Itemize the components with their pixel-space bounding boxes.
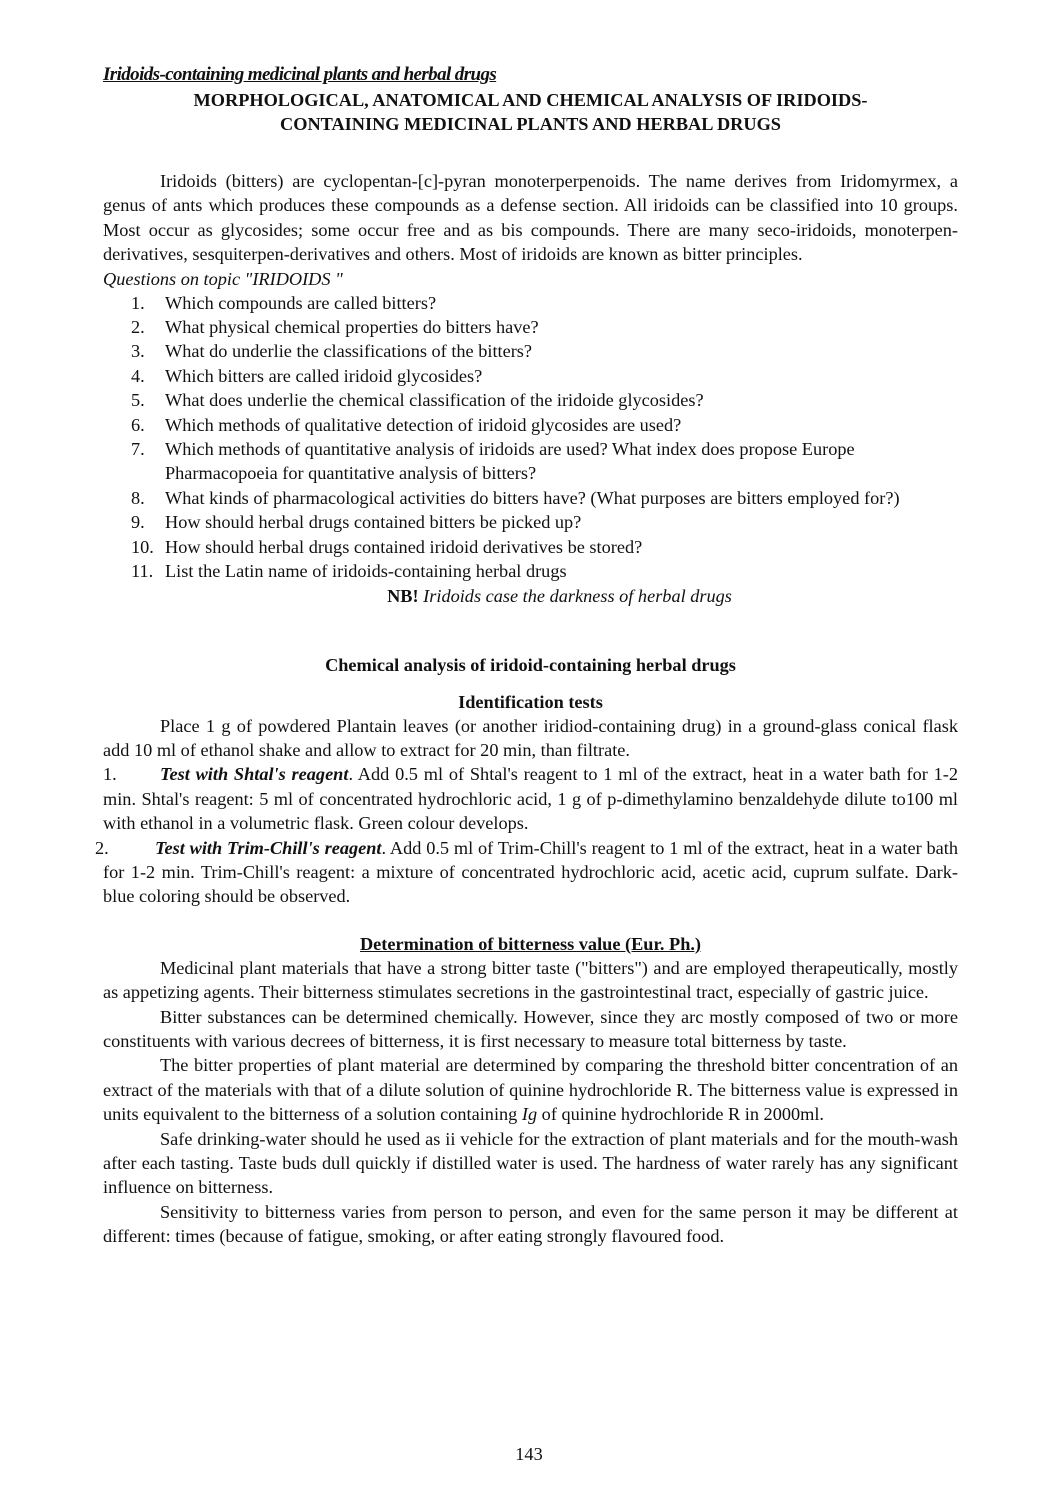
question-text: What do underlie the classifications of the bitters?: [165, 341, 533, 362]
test-text: . Add 0.5 ml of Trim-Chill's reagent to 1 ml of the extract, heat in a water bath for 1-2 min. Trim-Chill's reagent: a mixture of concentrated hydrochloric acid, acetic acid, cuprum sulfate. Dark-blue coloring should be observed.: [103, 837, 958, 907]
threshold-text-end: of quinine hydrochloride R in 2000ml.: [537, 1104, 824, 1125]
question-number: 5.: [131, 390, 145, 411]
question-text: What does underlie the chemical classification of the iridoide glycosides?: [165, 390, 704, 411]
test-item: [103, 762, 958, 835]
intro-paragraph: Iridoids (bitters) are cyclopentan-[c]-pyran monoterperpenoids. The name derives from Iridomyrmex, a genus of ants which produces these compounds as a defense section. All iridoids can be classified into 10 groups. Most occur as glycosides; some occur free and as bis compounds. There are many seco-iridoids, monoterpen-derivatives, sesquiterpen-derivatives and others. Most of iridoids are known as bitter principles.: [103, 171, 958, 265]
main-title: [103, 88, 958, 136]
threshold-unit: Ig: [521, 1104, 538, 1125]
question-number: 3.: [131, 341, 145, 362]
question-text: List the Latin name of iridoids-containing herbal drugs: [165, 561, 567, 582]
body-paragraph: Bitter substances can be determined chemically. However, since they arc mostly composed of two or more constituents with various decrees of bitterness, it is first necessary to measure total bitterness by taste.: [103, 1006, 958, 1051]
section-title-bitterness: Determination of bitterness value (Eur. Ph.): [359, 933, 702, 954]
question-number: 7.: [131, 439, 145, 460]
question-text: Which compounds are called bitters?: [165, 292, 437, 313]
body-paragraph: Medicinal plant materials that have a strong bitter taste ("bitters") and are employed therapeutically, mostly as appetizing agents. Their bitterness stimulates secretions in the gastrointestinal tract, especially of gastric juice.: [103, 957, 958, 1003]
question-item: [103, 291, 958, 315]
nb-text: Iridoids case the darkness of herbal drugs: [423, 585, 732, 606]
question-item: [103, 315, 958, 339]
question-text: How should herbal drugs contained iridoid derivatives be stored?: [165, 536, 643, 557]
question-number: 9.: [131, 512, 145, 533]
question-number: 10.: [131, 536, 154, 557]
test-name: Test with Shtal's reagent: [160, 764, 349, 785]
question-number: 1.: [131, 292, 145, 313]
test-name: Test with Trim-Chill's reagent: [155, 837, 382, 858]
main-title-line1: MORPHOLOGICAL, ANATOMICAL AND CHEMICAL ANALYSIS OF IRIDOIDS-: [193, 90, 868, 110]
question-text: How should herbal drugs contained bitters be picked up?: [165, 512, 582, 533]
question-item: [103, 413, 958, 437]
test-number: 2.: [95, 837, 109, 858]
question-number: 2.: [131, 317, 145, 338]
question-item: [103, 486, 958, 510]
question-text: Which methods of qualitative detection of iridoid glycosides are used?: [165, 414, 682, 435]
identification-intro: Place 1 g of powdered Plantain leaves (or another iridiod-containing drug) in a ground-glass conical flask add 10 ml of ethanol shake and allow to extract for 20 min, than filtrate.: [103, 715, 958, 760]
sensitivity-paragraph: Sensitivity to bitterness varies from person to person, and even for the same person it may be different at different: times (because of fatigue, smoking, or after eating strongly flavoured food.: [103, 1201, 958, 1247]
test-item: [95, 836, 958, 909]
nb-note: [103, 584, 958, 608]
questions-heading: Questions on topic "IRIDOIDS ": [103, 268, 343, 289]
question-item: [103, 535, 958, 559]
question-item: [103, 339, 958, 363]
water-paragraph: Safe drinking-water should he used as ii vehicle for the extraction of plant materials and for the mouth-wash after each tasting. Taste buds dull quickly if distilled water is used. The hardness of water rarely has any significant influence on bitterness.: [103, 1128, 958, 1198]
questions-list: [103, 291, 958, 584]
question-number: 11.: [131, 561, 154, 582]
question-text: What kinds of pharmacological activities do bitters have? (What purposes are bitters employed for?): [165, 487, 900, 508]
question-text: What physical chemical properties do bitters have?: [165, 317, 539, 338]
test-number: 1.: [103, 764, 117, 785]
nb-label: NB!: [387, 585, 419, 606]
main-title-line2: CONTAINING MEDICINAL PLANTS AND HERBAL DRUGS: [280, 114, 781, 134]
threshold-text: The bitter properties of plant material are determined by comparing the threshold bitter concentration of an extract of the materials with that of a dilute solution of quinine hydrochloride R. The bitterness value is expressed in units equivalent to the bitterness of a solution containing: [103, 1055, 958, 1125]
question-item: [103, 437, 958, 486]
subsection-title-identification: Identification tests: [458, 691, 603, 712]
page-number: 143: [515, 1444, 543, 1464]
test-text: . Add 0.5 ml of Shtal's reagent to 1 ml of the extract, heat in a water bath for 1-2 min. Shtal's reagent: 5 ml of concentrated hydrochloric acid, 1 g of p-dimethylamino benzaldehyde dilute to100 ml with ethanol in a volumetric flask. Green colour develops.: [103, 764, 958, 834]
question-number: 6.: [131, 414, 145, 435]
question-number: 8.: [131, 487, 145, 508]
question-text: Which methods of quantitative analysis of iridoids are used? What index does propose Europe Pharmacopoeia for quantitative analysis of bitters?: [165, 439, 855, 484]
question-text: Which bitters are called iridoid glycosides?: [165, 365, 483, 386]
section-title-chemical-analysis: Chemical analysis of iridoid-containing herbal drugs: [325, 654, 736, 675]
document-page: [95, 64, 958, 1249]
question-item: [103, 388, 958, 412]
question-item: [103, 559, 958, 583]
question-number: 4.: [131, 365, 145, 386]
threshold-paragraph: [103, 1053, 958, 1126]
running-head: Iridoids-containing medicinal plants and herbal drugs: [103, 64, 497, 85]
question-item: [103, 510, 958, 534]
question-item: [103, 364, 958, 388]
